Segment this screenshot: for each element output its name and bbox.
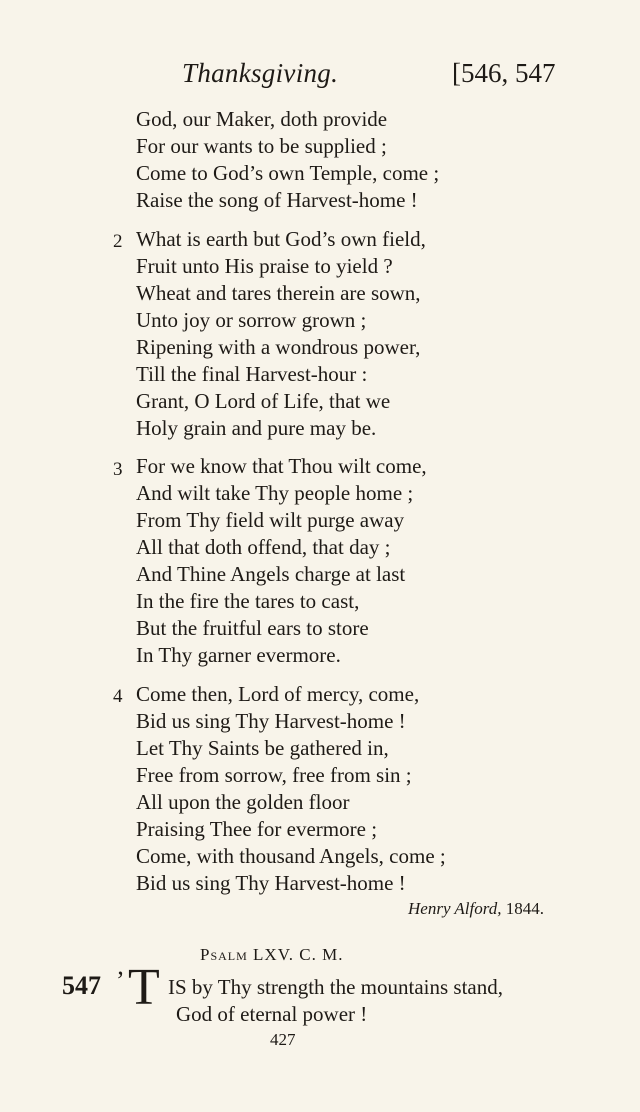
verse-line: Holy grain and pure may be. (136, 416, 377, 440)
verse-line: What is earth but God’s own field, (136, 227, 426, 251)
verse-line: And wilt take Thy people home ; (136, 481, 414, 505)
hymn-number: 547 (62, 971, 101, 1000)
author-attribution (408, 899, 544, 919)
hymn-range: [546, 547 (452, 58, 556, 88)
verse-line: Praising Thee for evermore ; (136, 817, 378, 841)
verse-line: God of eternal power ! (176, 1002, 368, 1026)
psalm-heading: Psalm LXV. C. M. (200, 945, 344, 964)
page-number: 427 (270, 1030, 296, 1049)
drop-cap: T (128, 959, 160, 1016)
verse-line: Come, with thousand Angels, come ; (136, 844, 446, 868)
verse-line: God, our Maker, doth provide (136, 107, 388, 131)
verse-line: Wheat and tares therein are sown, (136, 281, 421, 305)
verse-line: Raise the song of Harvest-home ! (136, 188, 418, 212)
stanza-number: 4 (113, 686, 123, 707)
opening-apostrophe: ’ (116, 966, 125, 995)
verse-line: Till the final Harvest-hour : (136, 362, 368, 386)
author-year: 1844. (505, 899, 544, 918)
verse-line: In the fire the tares to cast, (136, 589, 360, 613)
verse-line: Ripening with a wondrous power, (136, 335, 421, 359)
author-name: Henry Alford, (408, 899, 502, 918)
verse-line: In Thy garner evermore. (136, 643, 341, 667)
verse-line: And Thine Angels charge at last (136, 562, 406, 586)
verse-line: Bid us sing Thy Harvest-home ! (136, 709, 406, 733)
verse-line: Come then, Lord of mercy, come, (136, 682, 420, 706)
verse-line: For our wants to be supplied ; (136, 134, 387, 158)
verse-line: Fruit unto His praise to yield ? (136, 254, 393, 278)
verse-line: But the fruitful ears to store (136, 616, 369, 640)
verse-line: Unto joy or sorrow grown ; (136, 308, 367, 332)
verse-line: Come to God’s own Temple, come ; (136, 161, 440, 185)
stanza-number: 2 (113, 231, 123, 252)
verse-line: IS by Thy strength the mountains stand, (168, 975, 504, 999)
verse-line: All that doth offend, that day ; (136, 535, 391, 559)
verse-line: Free from sorrow, free from sin ; (136, 763, 412, 787)
page-header (0, 58, 640, 98)
verse-line: Grant, O Lord of Life, that we (136, 389, 391, 413)
page-title: Thanksgiving. (182, 58, 339, 88)
verse-line: Let Thy Saints be gathered in, (136, 736, 389, 760)
verse-line: All upon the golden floor (136, 790, 350, 814)
stanza-number: 3 (113, 459, 123, 480)
verse-line: Bid us sing Thy Harvest-home ! (136, 871, 406, 895)
verse-line: For we know that Thou wilt come, (136, 454, 427, 478)
verse-line: From Thy field wilt purge away (136, 508, 405, 532)
